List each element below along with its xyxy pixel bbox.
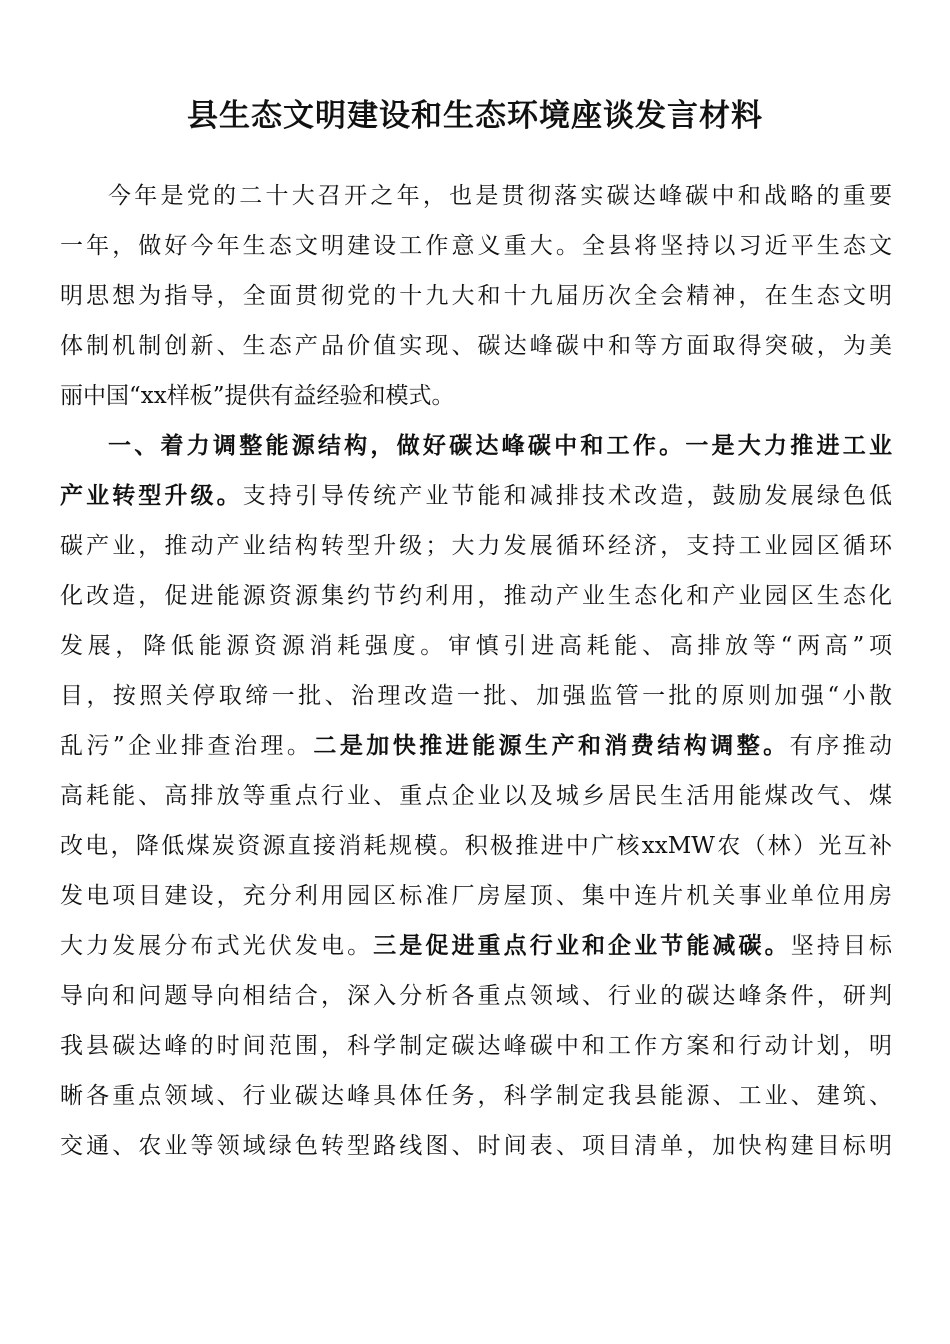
paragraph-line: 丽中国“xx样板”提供有益经验和模式。 [60,383,455,409]
subsection-heading: 二是加快推进能源生产和消费结构调整。 [313,732,790,759]
body-text: 支持引导传统产业节能和减排技术改造，鼓励发展绿色低 [242,483,892,509]
paragraph-line: 明思想为指导，全面贯彻党的十九大和十九届历次全会精神，在生态文明 [60,283,892,309]
paragraph-line: 一年，做好今年生态文明建设工作意义重大。全县将坚持以习近平生态文 [60,233,892,259]
paragraph-line: 改电，降低煤炭资源直接消耗规模。积极推进中广核xxMW农（林）光互补 [60,833,892,859]
paragraph-line [108,421,892,471]
paragraph-line: 高耗能、高排放等重点行业、重点企业以及城乡居民生活用能煤改气、煤 [60,783,892,809]
subsection-heading: 一是大力推进工业 [685,432,892,459]
body-text: 乱污”企业排查治理。 [60,733,314,759]
paragraph-line: 发展，降低能源资源消耗强度。审慎引进高耗能、高排放等“两高”项 [60,633,892,659]
document-title: 县生态文明建设和生态环境座谈发言材料 [187,98,763,134]
paragraph-line: 化改造，促进能源资源集约节约利用，推动产业生态化和产业园区生态化 [60,583,892,609]
paragraph-line: 今年是党的二十大召开之年，也是贯彻落实碳达峰碳中和战略的重要 [108,183,892,209]
body-text: 大力发展分布式光伏发电。 [60,933,374,959]
body-text: 有序推动 [789,733,892,759]
paragraph-line [60,921,892,971]
paragraph-line: 碳产业，推动产业结构转型升级；大力发展循环经济，支持工业园区循环 [60,533,892,559]
body-text: 坚持目标 [790,933,892,959]
paragraph-line [60,471,892,521]
paragraph-line [60,721,892,771]
paragraph-line: 体制机制创新、生态产品价值实现、碳达峰碳中和等方面取得突破，为美 [60,333,892,359]
subsection-heading: 三是促进重点行业和企业节能减碳。 [373,932,791,959]
paragraph-line: 我县碳达峰的时间范围，科学制定碳达峰碳中和工作方案和行动计划，明 [60,1033,892,1059]
paragraph-line: 发电项目建设，充分利用园区标准厂房屋顶、集中连片机关事业单位用房 [60,883,892,909]
paragraph-line: 目，按照关停取缔一批、治理改造一批、加强监管一批的原则加强“小散 [60,683,892,709]
section-heading: 一、着力调整能源结构，做好碳达峰碳中和工作。 [108,432,686,459]
paragraph-line: 晰各重点领域、行业碳达峰具体任务，科学制定我县能源、工业、建筑、 [60,1083,892,1109]
paragraph-line: 交通、农业等领域绿色转型路线图、时间表、项目清单，加快构建目标明 [60,1133,892,1159]
subsection-heading: 产业转型升级。 [60,482,243,509]
paragraph-line: 导向和问题导向相结合，深入分析各重点领域、行业的碳达峰条件，研判 [60,983,892,1009]
